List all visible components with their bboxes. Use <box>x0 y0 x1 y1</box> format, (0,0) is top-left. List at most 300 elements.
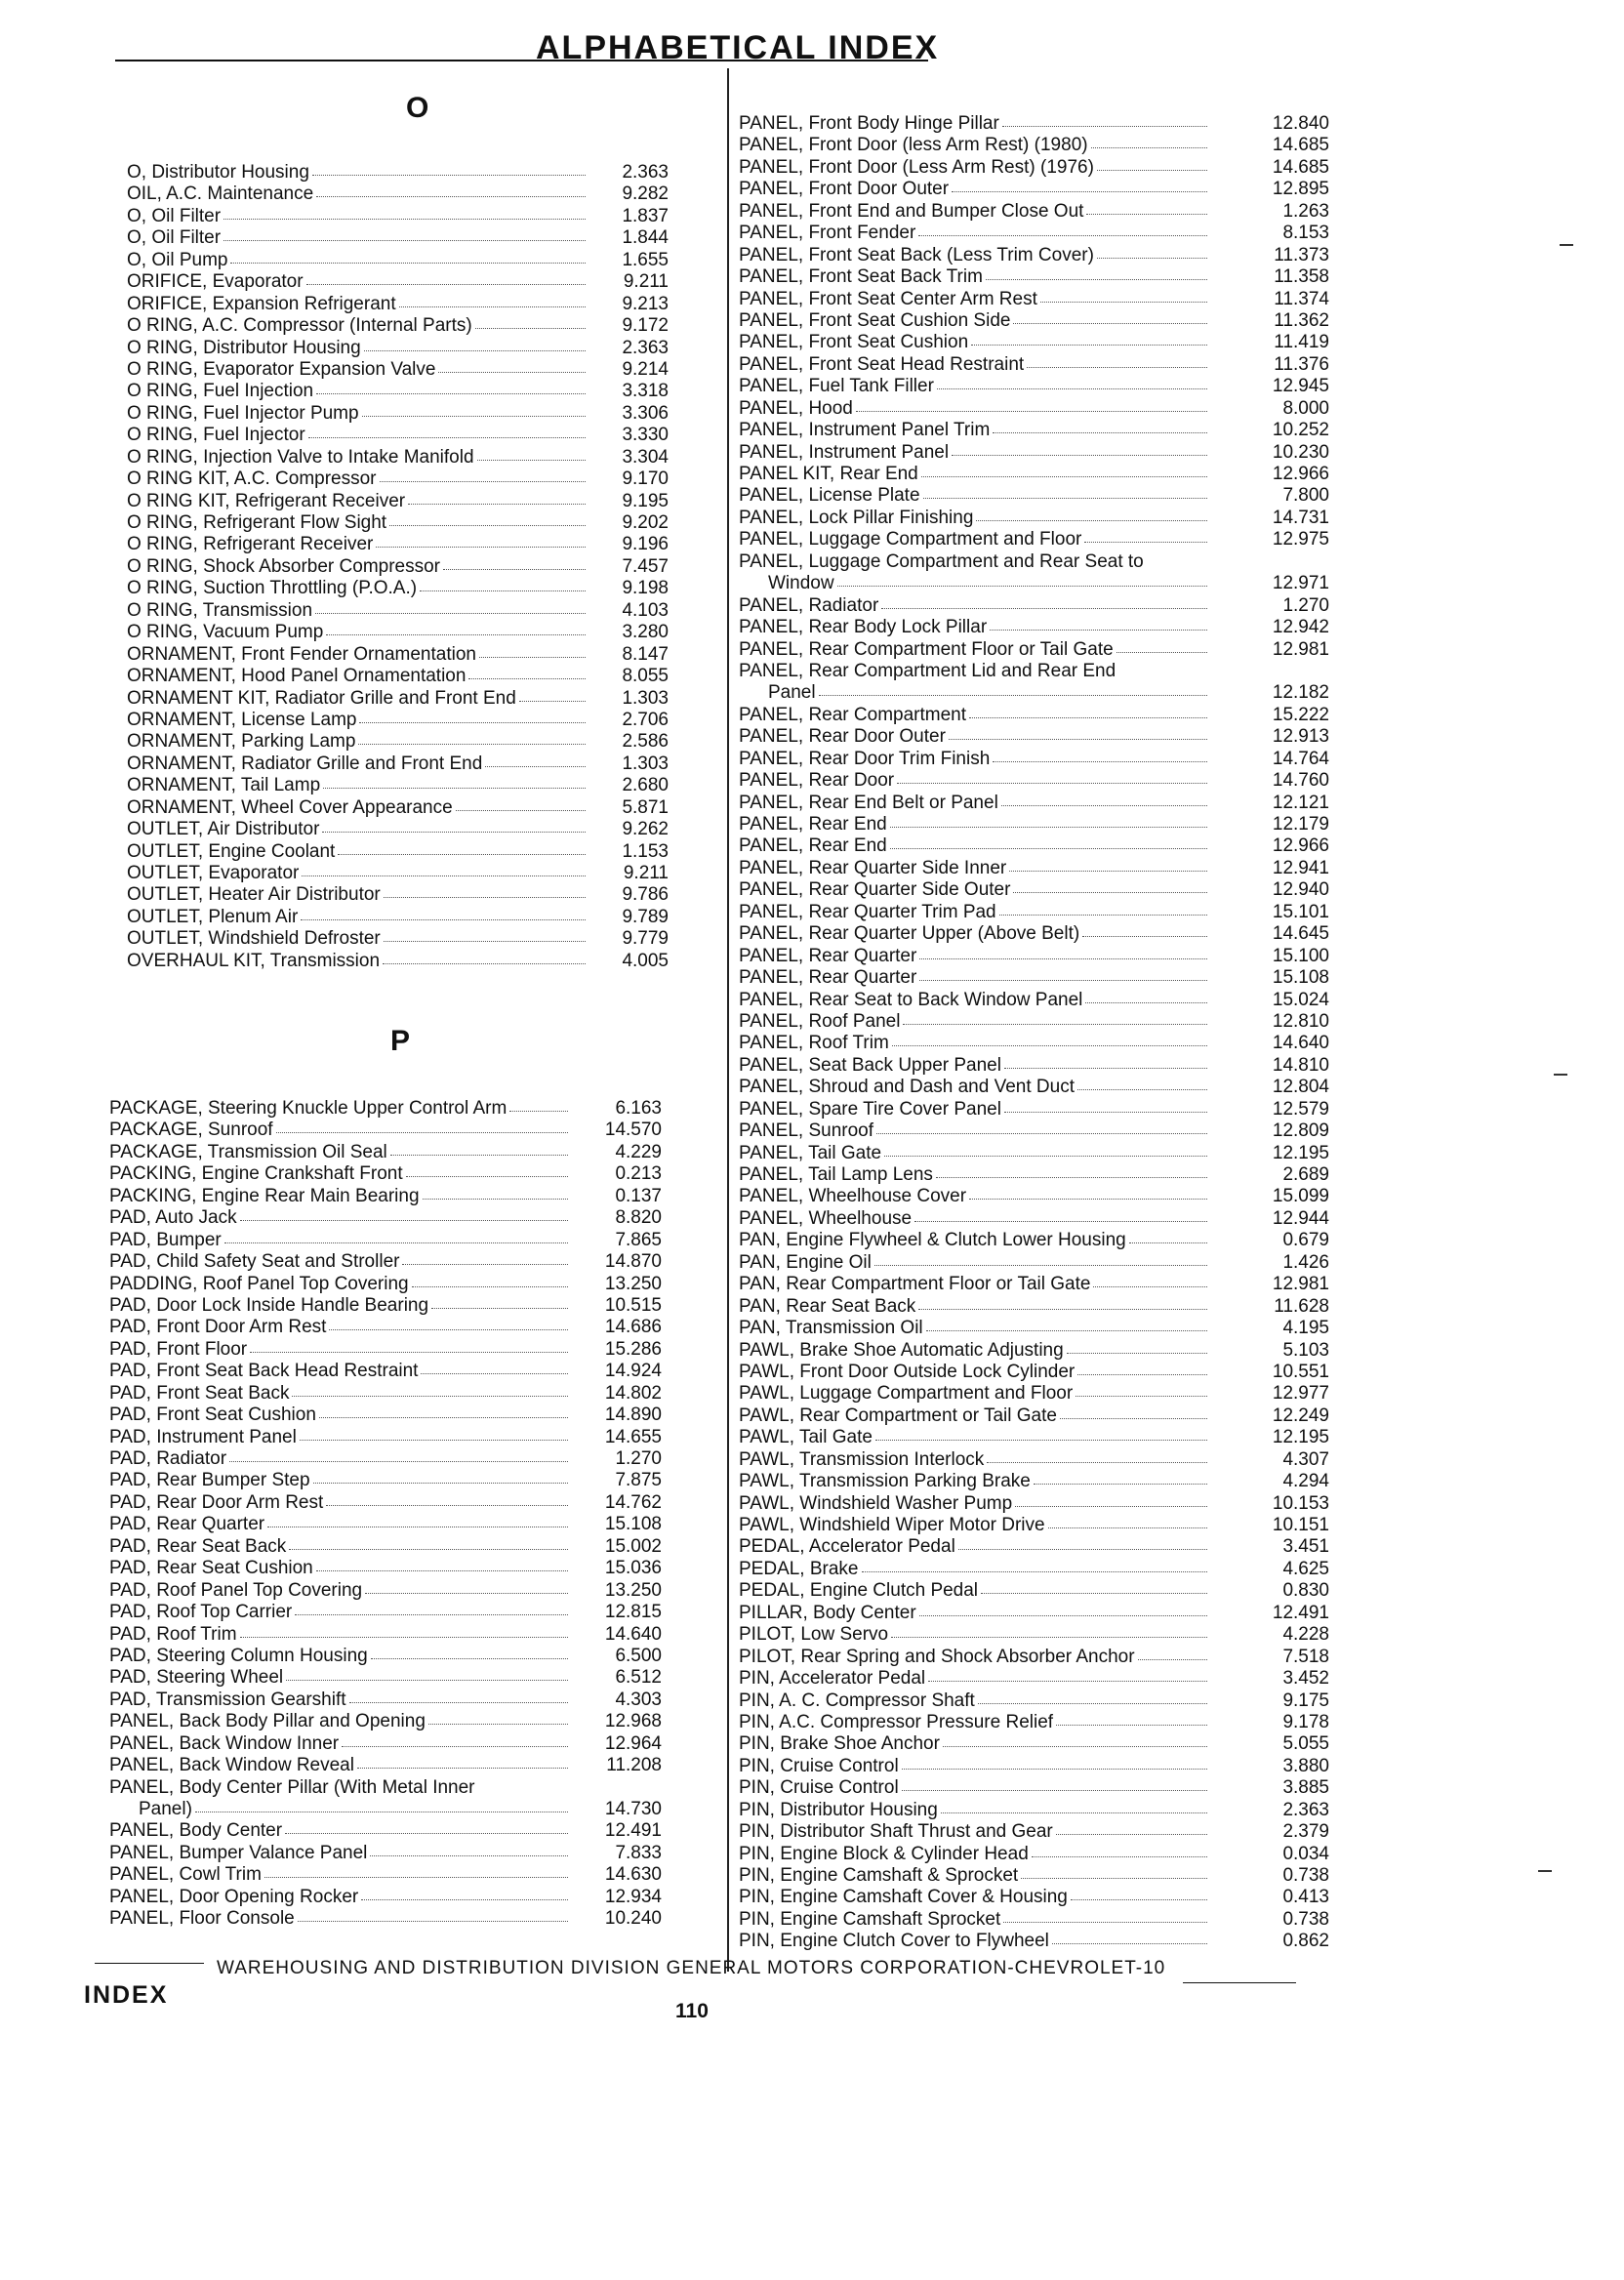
index-entry <box>739 835 1329 857</box>
entry-name: PANEL, Front Body Hinge Pillar <box>739 113 999 134</box>
entry-name: PANEL, Rear Quarter Upper (Above Belt) <box>739 923 1080 945</box>
entry-name: PAN, Engine Flywheel & Clutch Lower Housing <box>739 1230 1126 1251</box>
index-entry <box>739 1821 1329 1843</box>
dot-leader <box>402 1264 568 1265</box>
dot-leader <box>1085 1002 1207 1003</box>
dot-leader <box>264 1877 568 1878</box>
index-entry <box>739 946 1329 967</box>
dot-leader <box>884 1156 1207 1157</box>
entry-page-ref: 1.426 <box>1282 1251 1329 1273</box>
index-entry <box>127 884 669 906</box>
index-entry <box>739 1405 1329 1427</box>
dot-leader <box>357 1768 568 1769</box>
entry-page-ref: 13.250 <box>604 1273 662 1294</box>
entry-name: ORNAMENT, Hood Panel Ornamentation <box>127 666 467 687</box>
index-entry <box>739 1055 1329 1077</box>
edge-mark <box>1554 1074 1567 1076</box>
dot-leader <box>914 1221 1207 1222</box>
entry-page-ref: 9.175 <box>1282 1690 1329 1711</box>
index-entry <box>739 289 1329 310</box>
entry-name: O RING, Distributor Housing <box>127 337 361 358</box>
dot-leader <box>1009 871 1207 872</box>
entry-name: PANEL, Rear Compartment Lid and Rear End <box>739 660 1116 681</box>
entry-name: PAWL, Front Door Outside Lock Cylinder <box>739 1361 1076 1382</box>
entry-page-ref: 14.730 <box>604 1799 662 1819</box>
index-entry-continuation <box>739 682 1329 704</box>
entry-name: PIN, Engine Camshaft Cover & Housing <box>739 1887 1068 1908</box>
entry-page-ref: 8.055 <box>622 666 669 687</box>
entry-page-ref: 12.913 <box>1272 726 1329 748</box>
entry-name: PIN, Cruise Control <box>739 1777 899 1799</box>
dot-leader <box>383 963 586 964</box>
entry-name: PANEL, Rear Compartment <box>739 704 967 725</box>
index-entry <box>739 749 1329 770</box>
entry-page-ref: 4.625 <box>1282 1558 1329 1579</box>
index-entry <box>127 731 669 753</box>
dot-leader <box>981 1593 1207 1594</box>
entry-name: PANEL, Rear Quarter Trim Pad <box>739 901 996 922</box>
entry-page-ref: 4.103 <box>622 599 669 621</box>
entry-page-ref: 9.196 <box>622 534 669 555</box>
dot-leader <box>958 1549 1207 1550</box>
index-entry <box>739 1931 1329 1952</box>
entry-name: PANEL, Rear End Belt or Panel <box>739 792 998 813</box>
index-entry <box>109 1755 662 1776</box>
dot-leader <box>1086 214 1207 215</box>
dot-leader <box>918 235 1207 236</box>
dot-leader <box>1093 1286 1207 1287</box>
entry-name: O RING, Shock Absorber Compressor <box>127 555 440 577</box>
index-entry <box>109 1843 662 1864</box>
entry-name: PAD, Rear Seat Back <box>109 1535 287 1557</box>
dot-leader <box>326 1505 568 1506</box>
dot-leader <box>412 1286 568 1287</box>
index-entry-continuation <box>109 1799 662 1820</box>
entry-name: PANEL, Rear End <box>739 814 887 835</box>
dot-leader <box>1082 936 1207 937</box>
dot-leader <box>875 1440 1207 1441</box>
dot-leader <box>380 481 587 482</box>
index-entry <box>739 1427 1329 1448</box>
entry-page-ref: 7.865 <box>615 1229 662 1250</box>
dot-leader <box>301 919 586 920</box>
dot-leader <box>362 416 586 417</box>
index-entry <box>127 512 669 534</box>
dot-leader <box>928 1681 1207 1682</box>
index-list-o <box>127 162 669 972</box>
index-entry <box>127 447 669 468</box>
entry-name: PACKING, Engine Rear Main Bearing <box>109 1185 420 1206</box>
entry-page-ref: 0.830 <box>1282 1580 1329 1602</box>
entry-name: ORNAMENT, Tail Lamp <box>127 775 321 796</box>
dot-leader <box>342 1746 568 1747</box>
dot-leader <box>338 854 586 855</box>
index-entry <box>127 381 669 402</box>
entry-page-ref: 12.121 <box>1272 792 1329 813</box>
index-entry <box>739 420 1329 441</box>
index-entry <box>127 206 669 227</box>
dot-leader <box>874 1265 1207 1266</box>
dot-leader <box>993 432 1207 433</box>
entry-page-ref: 11.376 <box>1274 353 1329 375</box>
entry-page-ref: 10.153 <box>1272 1492 1329 1514</box>
entry-page-ref: 6.512 <box>615 1667 662 1689</box>
entry-name: PANEL, Rear Quarter Side Outer <box>739 879 1011 901</box>
entry-page-ref: 14.685 <box>1272 156 1329 178</box>
dot-leader <box>862 1571 1208 1572</box>
entry-page-ref: 4.005 <box>622 950 669 971</box>
entry-page-ref: 9.198 <box>622 578 669 599</box>
entry-page-ref: 12.944 <box>1272 1207 1329 1229</box>
entry-name: PANEL, Radiator <box>739 594 879 616</box>
entry-page-ref: 0.738 <box>1282 1908 1329 1930</box>
entry-name: PAWL, Transmission Interlock <box>739 1448 985 1470</box>
entry-page-ref: 9.211 <box>623 863 669 883</box>
index-entry <box>739 1186 1329 1207</box>
index-entry <box>739 1865 1329 1887</box>
index-entry <box>739 1252 1329 1274</box>
entry-name: PAD, Child Safety Seat and Stroller <box>109 1251 400 1273</box>
index-entry <box>109 1536 662 1558</box>
entry-page-ref: 14.640 <box>1272 1033 1329 1054</box>
entry-name: ORNAMENT, Wheel Cover Appearance <box>127 796 453 818</box>
entry-name: PANEL, Front Seat Cushion <box>739 332 969 353</box>
dot-leader <box>1056 1834 1207 1835</box>
entry-page-ref: 4.228 <box>1282 1624 1329 1646</box>
index-entry <box>127 491 669 512</box>
entry-page-ref: 14.890 <box>604 1405 662 1426</box>
index-entry <box>739 1712 1329 1733</box>
entry-name: PANEL, Wheelhouse <box>739 1207 913 1229</box>
dot-leader <box>976 520 1207 521</box>
dot-leader <box>286 1680 568 1681</box>
index-entry <box>109 1448 662 1470</box>
index-entry <box>127 271 669 293</box>
entry-name: O RING, Refrigerant Flow Sight <box>127 512 387 533</box>
entry-page-ref: 8.147 <box>622 643 669 665</box>
index-entry <box>109 1777 662 1799</box>
entry-page-ref: 14.640 <box>604 1623 662 1645</box>
entry-name: PIN, Brake Shoe Anchor <box>739 1733 940 1755</box>
entry-name: PANEL, Front Seat Head Restraint <box>739 353 1025 375</box>
entry-page-ref: 15.108 <box>1272 967 1329 989</box>
entry-name-continuation: Panel <box>768 682 816 704</box>
entry-name: PAD, Instrument Panel <box>109 1426 297 1447</box>
entry-page-ref: 1.837 <box>622 205 669 226</box>
entry-name: PANEL, Roof Panel <box>739 1010 901 1032</box>
index-entry <box>739 617 1329 638</box>
dot-leader <box>359 722 586 723</box>
entry-page-ref: 2.680 <box>622 775 669 796</box>
index-entry <box>739 201 1329 223</box>
entry-page-ref: 3.885 <box>1282 1777 1329 1799</box>
index-entry <box>109 1317 662 1338</box>
title-rule <box>115 60 928 61</box>
entry-page-ref: 9.262 <box>622 819 669 840</box>
entry-page-ref: 12.942 <box>1272 617 1329 638</box>
index-entry <box>739 1733 1329 1755</box>
index-entry <box>739 1536 1329 1558</box>
entry-page-ref: 11.419 <box>1274 332 1329 353</box>
entry-page-ref: 15.286 <box>604 1338 662 1360</box>
index-entry <box>109 1711 662 1732</box>
dot-leader <box>891 1637 1207 1638</box>
dot-leader <box>384 941 586 942</box>
entry-name: PACKING, Engine Crankshaft Front <box>109 1163 403 1185</box>
entry-page-ref: 12.815 <box>604 1602 662 1623</box>
edge-mark <box>1560 244 1573 246</box>
entry-page-ref: 9.170 <box>622 468 669 490</box>
dot-leader <box>1077 1089 1207 1090</box>
index-entry <box>739 1296 1329 1318</box>
dot-leader <box>1040 302 1207 303</box>
index-entry <box>127 797 669 819</box>
entry-name: O, Distributor Housing <box>127 162 309 183</box>
entry-page-ref: 2.363 <box>1282 1799 1329 1820</box>
dot-leader <box>1004 1112 1207 1113</box>
dot-leader <box>1015 1506 1207 1507</box>
entry-name: PILOT, Low Servo <box>739 1624 889 1646</box>
dot-leader <box>223 219 586 220</box>
entry-page-ref: 15.108 <box>604 1514 662 1535</box>
index-entry <box>739 1011 1329 1033</box>
index-entry <box>739 1800 1329 1821</box>
index-entry <box>109 1624 662 1646</box>
dot-leader <box>519 701 586 702</box>
index-entry <box>127 951 669 972</box>
index-entry <box>739 1340 1329 1362</box>
index-entry <box>739 508 1329 529</box>
entry-page-ref: 9.282 <box>622 183 669 205</box>
entry-page-ref: 14.802 <box>604 1382 662 1404</box>
index-entry <box>739 464 1329 485</box>
dot-leader <box>240 1637 568 1638</box>
entry-name: O RING, A.C. Compressor (Internal Parts) <box>127 315 472 337</box>
entry-name: PIN, Engine Clutch Cover to Flywheel <box>739 1931 1049 1952</box>
entry-name: O RING, Vacuum Pump <box>127 622 324 643</box>
entry-name: PAD, Roof Top Carrier <box>109 1602 293 1623</box>
entry-name: PANEL, Front Door (less Arm Rest) (1980) <box>739 135 1088 156</box>
entry-page-ref: 9.178 <box>1282 1711 1329 1732</box>
entry-name: OUTLET, Heater Air Distributor <box>127 884 381 906</box>
entry-page-ref: 14.645 <box>1272 923 1329 945</box>
entry-page-ref: 0.862 <box>1282 1931 1329 1952</box>
index-entry <box>127 556 669 578</box>
index-entry <box>739 1756 1329 1777</box>
entry-page-ref: 2.363 <box>622 162 669 183</box>
index-entry <box>739 1580 1329 1602</box>
dot-leader <box>837 586 1207 587</box>
entry-page-ref: 8.153 <box>1282 223 1329 244</box>
entry-page-ref: 13.250 <box>604 1579 662 1601</box>
entry-page-ref: 1.270 <box>615 1448 662 1469</box>
entry-page-ref: 9.786 <box>622 884 669 906</box>
dot-leader <box>408 504 586 505</box>
entry-name: O RING, Fuel Injector <box>127 425 305 446</box>
index-entry <box>739 661 1329 682</box>
entry-name: PAD, Front Seat Back Head Restraint <box>109 1361 419 1382</box>
index-entry <box>739 595 1329 617</box>
index-entry <box>127 338 669 359</box>
entry-name: PANEL, Back Window Reveal <box>109 1755 354 1776</box>
dot-leader <box>937 388 1207 389</box>
entry-page-ref: 4.229 <box>615 1141 662 1162</box>
footer-text: WAREHOUSING AND DISTRIBUTION DIVISION GENERAL MOTORS CORPORATION-CHEVROLET-10 <box>217 1958 1166 1978</box>
entry-name: PANEL, Rear Door <box>739 770 895 792</box>
entry-name: PAD, Radiator <box>109 1448 227 1469</box>
entry-page-ref: 11.373 <box>1274 244 1329 265</box>
entry-name: PAD, Steering Wheel <box>109 1667 284 1689</box>
dot-leader <box>420 590 586 591</box>
dot-leader <box>312 175 586 176</box>
dot-leader <box>1052 1943 1207 1944</box>
index-entry <box>739 1120 1329 1142</box>
dot-leader <box>276 1132 568 1133</box>
dot-leader <box>229 1461 568 1462</box>
index-entry <box>739 923 1329 945</box>
index-entry <box>109 1405 662 1426</box>
index-entry <box>739 354 1329 376</box>
index-entry <box>109 1186 662 1207</box>
index-entry <box>739 1230 1329 1251</box>
index-entry <box>739 1624 1329 1646</box>
entry-name: PANEL, Hood <box>739 397 853 419</box>
dot-leader <box>477 460 586 461</box>
index-entry <box>739 1559 1329 1580</box>
entry-page-ref: 14.762 <box>604 1491 662 1513</box>
entry-page-ref: 12.941 <box>1272 857 1329 878</box>
entry-page-ref: 12.975 <box>1272 529 1329 550</box>
entry-name: PAWL, Brake Shoe Automatic Adjusting <box>739 1339 1064 1361</box>
dot-leader <box>384 897 586 898</box>
entry-name: PEDAL, Brake <box>739 1558 859 1579</box>
entry-page-ref: 5.871 <box>622 796 669 818</box>
entry-name: OIL, A.C. Maintenance <box>127 183 314 205</box>
entry-page-ref: 1.263 <box>1282 200 1329 222</box>
entry-name: PAD, Roof Panel Top Covering <box>109 1579 363 1601</box>
entry-page-ref: 2.689 <box>1282 1164 1329 1185</box>
dot-leader <box>1013 892 1207 893</box>
dot-leader <box>468 678 586 679</box>
entry-page-ref: 0.137 <box>615 1185 662 1206</box>
entry-name: PAD, Rear Quarter <box>109 1514 265 1535</box>
dot-leader <box>903 1024 1207 1025</box>
dot-leader <box>1060 1418 1207 1419</box>
index-entry <box>127 162 669 183</box>
entry-name: PAD, Steering Column Housing <box>109 1645 368 1666</box>
entry-name: PAWL, Luggage Compartment and Floor <box>739 1383 1074 1405</box>
entry-page-ref: 7.800 <box>1282 485 1329 507</box>
entry-name: ORNAMENT, Front Fender Ornamentation <box>127 643 476 665</box>
index-entry <box>739 967 1329 989</box>
entry-name: PAN, Engine Oil <box>739 1251 872 1273</box>
entry-name: PAN, Transmission Oil <box>739 1318 923 1339</box>
entry-name: PAD, Front Floor <box>109 1338 248 1360</box>
entry-name: PANEL, Bumper Valance Panel <box>109 1842 368 1863</box>
entry-page-ref: 12.809 <box>1272 1120 1329 1142</box>
dot-leader <box>289 1549 568 1550</box>
entry-page-ref: 4.294 <box>1282 1471 1329 1492</box>
entry-name: PANEL, Front Seat Center Arm Rest <box>739 288 1037 309</box>
entry-page-ref: 12.195 <box>1272 1142 1329 1163</box>
dot-leader <box>1013 323 1207 324</box>
index-entry <box>739 1033 1329 1054</box>
dot-leader <box>952 455 1207 456</box>
entry-name: OUTLET, Windshield Defroster <box>127 928 381 950</box>
entry-name: PAWL, Transmission Parking Brake <box>739 1471 1031 1492</box>
entry-page-ref: 11.208 <box>606 1755 662 1776</box>
dot-leader <box>308 437 586 438</box>
index-entry <box>739 1690 1329 1712</box>
entry-name: PANEL, Seat Back Upper Panel <box>739 1054 1001 1076</box>
dot-leader <box>1034 1484 1207 1485</box>
entry-page-ref: 3.280 <box>622 622 669 643</box>
entry-page-ref: 7.833 <box>615 1842 662 1863</box>
entry-page-ref: 14.655 <box>604 1426 662 1447</box>
dot-leader <box>936 1177 1207 1178</box>
entry-name: PAD, Front Seat Cushion <box>109 1405 316 1426</box>
dot-leader <box>509 1111 568 1112</box>
entry-name: PANEL, Lock Pillar Finishing <box>739 507 974 528</box>
entry-page-ref: 10.240 <box>604 1908 662 1930</box>
index-entry <box>739 551 1329 573</box>
index-entry <box>109 1163 662 1185</box>
entry-page-ref: 10.252 <box>1272 420 1329 441</box>
entry-page-ref: 12.179 <box>1272 814 1329 835</box>
entry-name: PANEL, Rear Quarter <box>739 967 917 989</box>
dot-leader <box>322 832 586 833</box>
entry-page-ref: 9.195 <box>622 490 669 511</box>
dot-leader <box>240 1220 568 1221</box>
entry-name: O, Oil Pump <box>127 249 228 270</box>
entry-page-ref: 9.779 <box>622 928 669 950</box>
entry-page-ref: 0.034 <box>1282 1843 1329 1864</box>
entry-name: PAD, Auto Jack <box>109 1207 237 1229</box>
entry-page-ref: 14.570 <box>604 1120 662 1141</box>
entry-page-ref: 3.330 <box>622 425 669 446</box>
dot-leader <box>1071 1899 1207 1900</box>
entry-page-ref: 2.706 <box>622 709 669 730</box>
entry-page-ref: 9.214 <box>622 358 669 380</box>
entry-name: PAWL, Windshield Washer Pump <box>739 1492 1013 1514</box>
index-list-right-column <box>739 113 1329 1953</box>
index-entry <box>109 1646 662 1667</box>
dot-leader <box>919 958 1207 959</box>
index-entry <box>109 1295 662 1317</box>
entry-page-ref: 4.307 <box>1282 1448 1329 1470</box>
dot-leader <box>295 1614 568 1615</box>
index-entry <box>127 578 669 599</box>
entry-name: O RING, Transmission <box>127 599 313 621</box>
entry-page-ref: 5.055 <box>1282 1733 1329 1755</box>
entry-name: ORNAMENT, License Lamp <box>127 709 357 730</box>
dot-leader <box>364 350 586 351</box>
entry-name: PAD, Rear Door Arm Rest <box>109 1491 324 1513</box>
dot-leader <box>890 848 1207 849</box>
index-label: INDEX <box>84 1981 169 2009</box>
dot-leader <box>971 345 1207 346</box>
index-entry <box>127 425 669 446</box>
index-entry <box>127 666 669 687</box>
entry-page-ref: 1.153 <box>622 840 669 862</box>
index-entry <box>739 1164 1329 1186</box>
dot-leader <box>926 1330 1207 1331</box>
dot-leader <box>923 498 1207 499</box>
entry-name: PANEL, Rear Compartment Floor or Tail Gate <box>739 638 1114 660</box>
entry-page-ref: 12.968 <box>604 1711 662 1732</box>
index-entry <box>127 710 669 731</box>
entry-page-ref: 3.452 <box>1282 1668 1329 1690</box>
